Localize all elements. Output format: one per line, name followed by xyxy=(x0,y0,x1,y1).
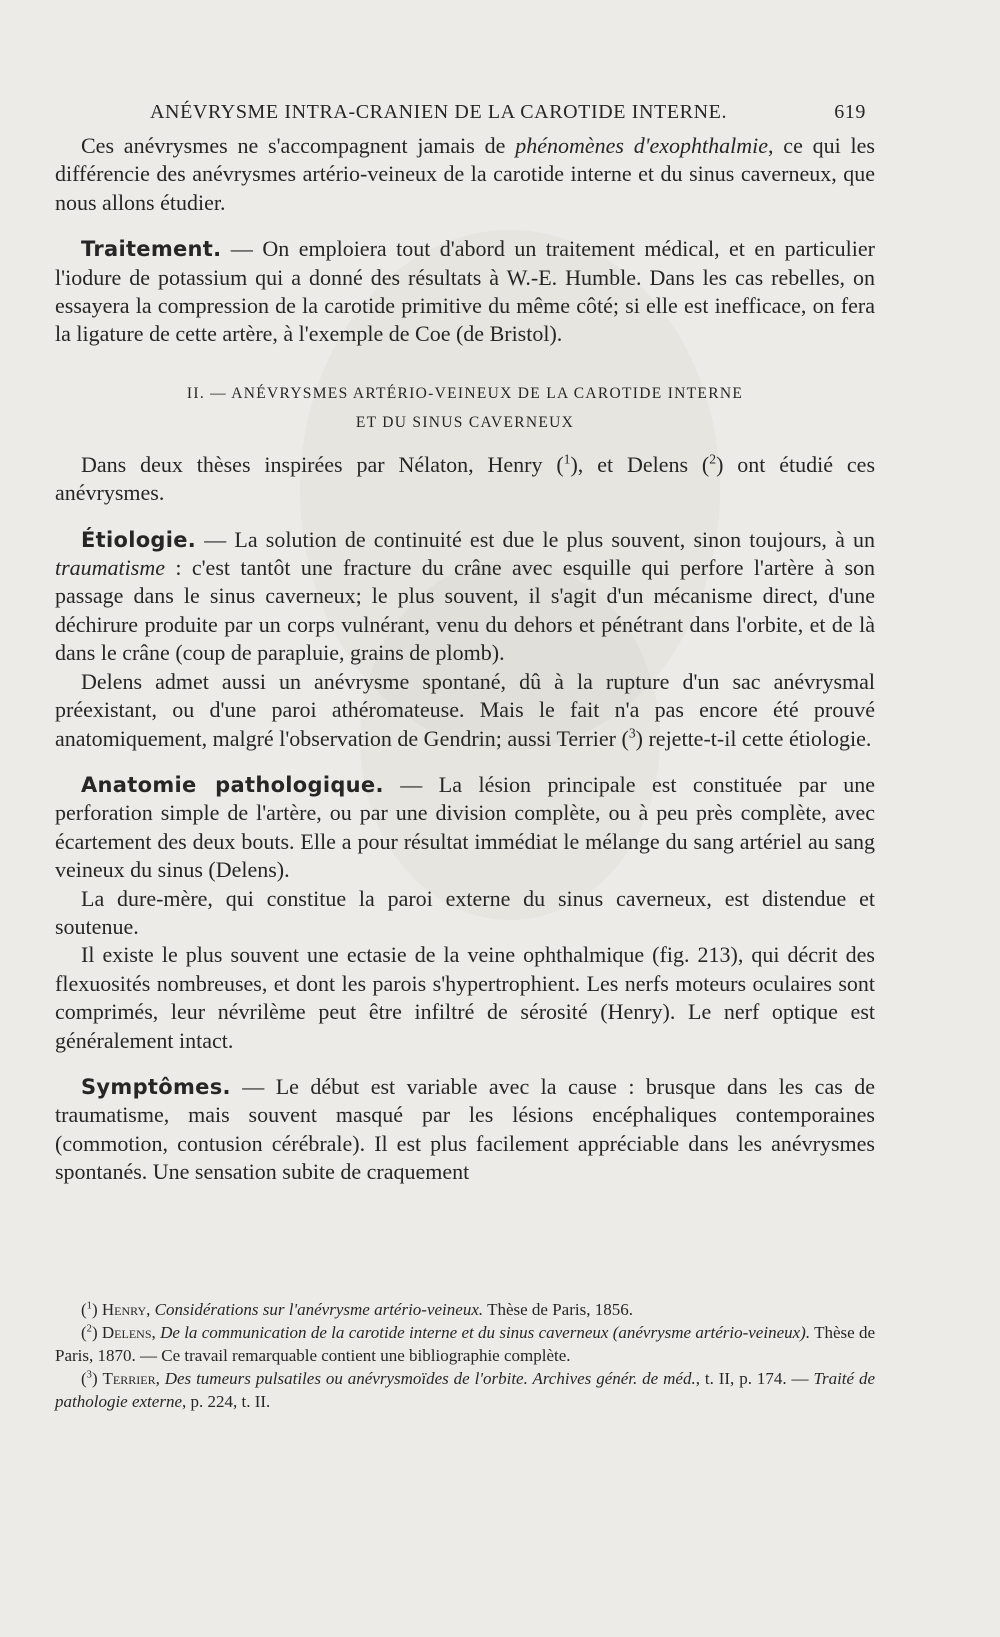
footnote-author: Terrier xyxy=(102,1369,156,1388)
anatomie-heading: Anatomie pathologique. xyxy=(81,772,384,797)
footnote-title: Des tumeurs pulsatiles ou anévrysmoïdes de l'orbite. Archives génér. de méd. xyxy=(164,1369,696,1388)
anatomie-paragraph-3: Il existe le plus souvent une ectasie de la veine ophthalmique (fig. 213), qui décrit des flexuosités nombreuses, et dont les parois s'hypertrophient. Les nerfs moteurs oculaires sont comprimés, leur névrilème peut être infiltré de sérosité (Henry). Le nerf optique est généralement intact. xyxy=(55,942,875,1053)
footnote-rest: , t. II, p. 174. — xyxy=(695,1369,814,1388)
footnote-title: Considérations sur l'anévrysme artério-veineux. xyxy=(154,1300,484,1319)
symptomes-paragraph xyxy=(55,1073,875,1187)
symptomes-heading: Symptômes. xyxy=(81,1074,231,1099)
footnotes xyxy=(55,1298,875,1413)
page-number: 619 xyxy=(834,101,866,123)
etiologie-paragraph-2 xyxy=(55,668,875,753)
footnote-mark: 1 xyxy=(86,1300,92,1312)
intro-paragraph xyxy=(55,132,875,217)
etiologie-text-end: : c'est tantôt une fracture du crâne avec esquille qui perfore l'artère à son passage dans le sinus caverneux; le plus souvent, il s'agit d'un mécanisme direct, d'une déchirure produite par un corps vulnérant, venu du dehors et pénétrant dans l'orbite, et de là dans le crâne (coup de parapluie, grains de plomb). xyxy=(55,555,875,666)
footnote-ref-2[interactable]: 2 xyxy=(709,451,717,467)
symptomes-text: — Le début est variable avec la cause : brusque dans les cas de traumatisme, mais souvent masqué par les lésions encéphaliques contemporaines (commotion, contusion cérébrale). Il est plus facilement appréciable dans les anévrysmes spontanés. Une sensation subite de craquement xyxy=(55,1073,875,1185)
anatomie-text: — La lésion principale est constituée par une perforation simple de l'artère, ou par une division complète, ou à peu près complète, avec écartement des deux bouts. Elle a pour résultat immédiat le mélange du sang artériel au sang veineux du sinus (Delens). xyxy=(55,771,875,883)
section-title xyxy=(55,379,875,437)
theses-text-mid: ), et Delens ( xyxy=(570,451,710,477)
etiologie-italic: traumatisme xyxy=(55,555,165,581)
intro-text-end: , ce qui les différencie des anévrysmes artério-veineux de la carotide interne et du sinus caverneux, que nous allons étudier. xyxy=(55,133,875,215)
etiologie-paragraph xyxy=(55,526,875,668)
intro-text: Ces anévrysmes ne s'accompagnent jamais de xyxy=(81,133,516,158)
theses-paragraph xyxy=(55,451,875,508)
main-text xyxy=(55,132,875,1187)
footnote-3: ($^3$) Terrier, Des tumeurs pulsatiles ou anévrysmoïdes de l'orbite. Archives génér. de méd., t. II, p. 174. — Traité de pathologie externe, p. 224, t. II. xyxy=(55,1369,876,1411)
running-header xyxy=(150,101,866,124)
footnote-rest-2: , p. 224, t. II. xyxy=(182,1392,271,1411)
footnote-title: De la communication de la carotide interne et du sinus caverneux (anévrysme artério-veineux). xyxy=(160,1323,811,1342)
traitement-paragraph xyxy=(55,235,875,349)
etiologie-heading: Étiologie. xyxy=(81,527,197,552)
footnote-rest: Thèse de Paris, 1856. xyxy=(483,1300,633,1319)
etiologie-text: — La solution de continuité est due le plus souvent, sinon toujours, à un xyxy=(196,526,875,552)
section-title-line2: ET DU SINUS CAVERNEUX xyxy=(355,413,575,431)
footnote-title-2: Traité de pathologie externe xyxy=(55,1369,876,1411)
footnote-author: Delens xyxy=(101,1323,152,1342)
footnote-ref-3[interactable]: 3 xyxy=(628,725,636,741)
intro-italic: phénomènes d'exophthalmie xyxy=(515,133,768,158)
section-title-line1: II. — ANÉVRYSMES ARTÉRIO-VEINEUX DE LA CAROTIDE INTERNE xyxy=(186,384,744,402)
theses-text: Dans deux thèses inspirées par Nélaton, Henry ( xyxy=(81,451,564,477)
footnote-1: ($^1$) Henry, Considérations sur l'anévrysme artério-veineux. Thèse de Paris, 1856. xyxy=(81,1300,633,1319)
traitement-heading: Traitement. xyxy=(81,237,222,262)
anatomie-paragraph-2: La dure-mère, qui constitue la paroi externe du sinus caverneux, est distendue et soutenue. xyxy=(55,885,875,939)
traitement-text: — On emploiera tout d'abord un traitement médical, et en particulier l'iodure de potassium qui a donné des résultats à W.-E. Humble. Dans les cas rebelles, on essayera la compression de la carotide primitive du même côté; si elle est inefficace, on fera la ligature de cette artère, à l'exemple de Coe (de Bristol). xyxy=(55,236,875,347)
footnote-ref-1[interactable]: 1 xyxy=(563,451,571,467)
running-title: ANÉVRYSME INTRA-CRANIEN DE LA CAROTIDE INTERNE. xyxy=(150,101,728,123)
etiologie-p2-text: Delens admet aussi un anévrysme spontané, dû à la rupture d'un sac anévrysmal préexistant, ou d'une paroi athéromateuse. Mais le fait n'a pas encore été prouvé anatomiquement, malgré l'observation de Gendrin; aussi Terrier ( xyxy=(55,668,875,751)
footnote-author: Henry xyxy=(101,1300,147,1319)
footnote-rest: Thèse de Paris, 1870. — Ce travail remarquable contient une bibliographie complète. xyxy=(55,1323,876,1365)
footnote-mark: 2 xyxy=(86,1323,92,1335)
anatomie-paragraph xyxy=(55,771,875,885)
footnote-mark: 3 xyxy=(86,1369,92,1381)
etiologie-p2-end: ) rejette-t-il cette étiologie. xyxy=(635,725,872,751)
theses-text-end: ) ont étudié ces anévrysmes. xyxy=(55,451,876,506)
footnote-2: ($^2$) Delens, De la communication de la carotide interne et du sinus caverneux (anévrysme artério-veineux). Thèse de Paris, 1870. — Ce travail remarquable contient une bibliographie complète. xyxy=(55,1323,876,1365)
